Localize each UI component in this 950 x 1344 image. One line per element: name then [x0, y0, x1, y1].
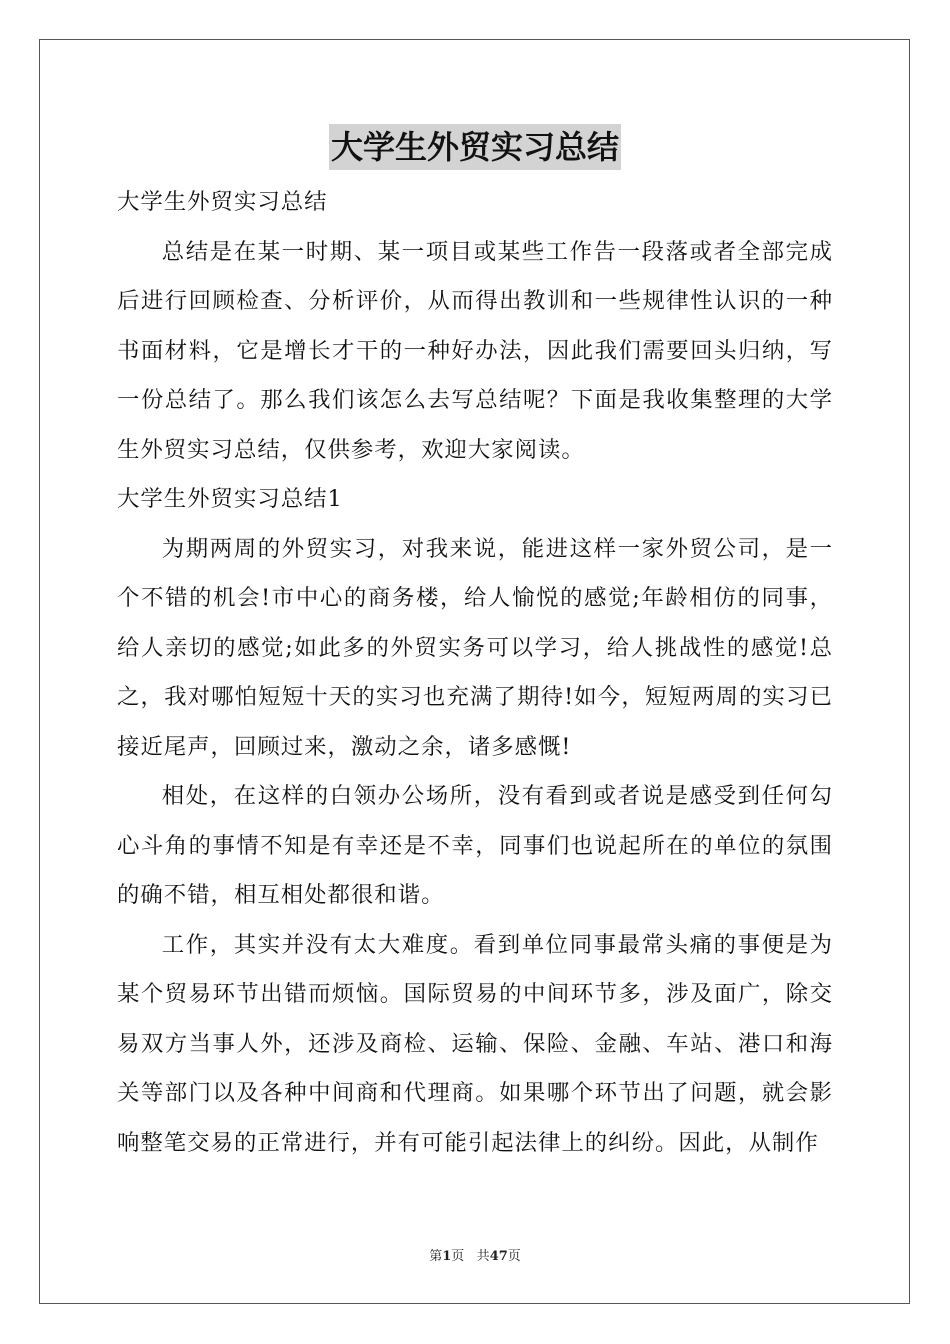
page-prefix: 第 — [429, 1249, 443, 1264]
intro-paragraph: 总结是在某一时期、某一项目或某些工作告一段落或者全部完成后进行回顾检查、分析评价，从而得出教训和一些规律性认识的一种书面材料，它是增长才干的一种好办法，因此我们需要回头归纳，写一份总结了。那么我们该怎么去写总结呢？下面是我收集整理的大学生外贸实习总结，仅供参考，欢迎大家阅读。 — [117, 238, 833, 463]
document-body — [117, 178, 833, 1168]
document-title: 大学生外贸实习总结 — [329, 124, 621, 170]
document-subtitle: 大学生外贸实习总结 — [117, 189, 328, 215]
body-paragraph: 工作，其实并没有太大难度。看到单位同事最常头痛的事便是为某个贸易环节出错而烦恼。国际贸易的中间环节多，涉及面广，除交易双方当事人外，还涉及商检、运输、保险、金融、车站、港口和海关等部门以及各种中间商和代理商。如果哪个环节出了问题，就会影响整笔交易的正常进行，并有可能引起法律上的纠纷。因此，从制作 — [117, 931, 833, 1156]
total-suffix: 页 — [507, 1249, 521, 1264]
total-pages: 47 — [489, 1249, 508, 1264]
page-suffix: 页 — [451, 1249, 465, 1264]
page-number: 1 — [442, 1249, 452, 1264]
body-paragraph: 为期两周的外贸实习，对我来说，能进这样一家外贸公司，是一个不错的机会!市中心的商务楼，给人愉悦的感觉;年龄相仿的同事，给人亲切的感觉;如此多的外贸实务可以学习，给人挑战性的感觉!总之，我对哪怕短短十天的实习也充满了期待!如今，短短两周的实习已接近尾声，回顾过来，激动之余，诸多感慨! — [117, 535, 833, 760]
title-container — [0, 124, 950, 170]
page-footer — [0, 1245, 950, 1264]
total-prefix: 共 — [476, 1249, 490, 1264]
section-heading: 大学生外贸实习总结1 — [117, 486, 343, 512]
body-paragraph: 相处，在这样的白领办公场所，没有看到或者说是感受到任何勾心斗角的事情不知是有幸还是不幸，同事们也说起所在的单位的氛围的确不错，相互相处都很和谐。 — [117, 783, 833, 908]
